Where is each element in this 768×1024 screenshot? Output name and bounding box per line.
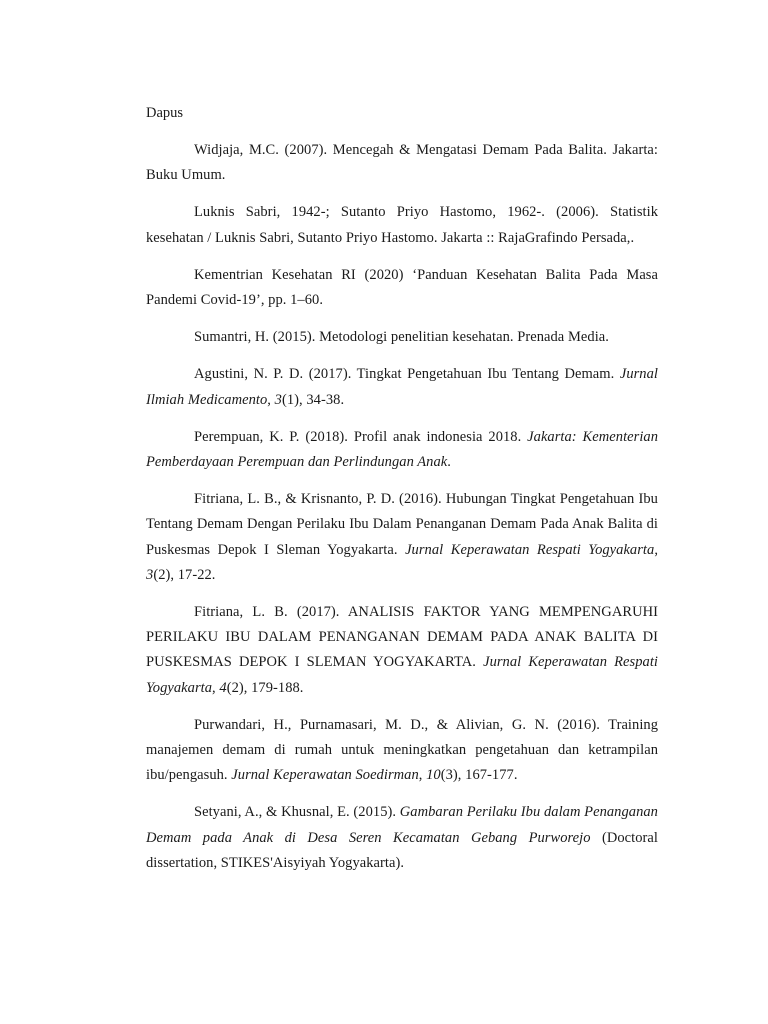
reference-text: (1), 34-38. [281, 391, 345, 408]
document-page [146, 101, 658, 888]
reference-entry [146, 200, 658, 250]
reference-entry [146, 138, 658, 188]
reference-entry [146, 362, 658, 412]
reference-text: , [212, 679, 220, 696]
reference-text: Sumantri, H. (2015). Metodologi penelitian kesehatan. Prenada Media. [194, 329, 609, 346]
reference-text: , [267, 391, 275, 408]
reference-list [146, 138, 658, 876]
reference-text: Widjaja, M.C. (2007). Mencegah & Mengatasi Demam Pada Balita. Jakarta: Buku Umum. [146, 142, 658, 184]
reference-italic-text: Jurnal Keperawatan Soedirman [231, 767, 419, 784]
reference-entry [146, 600, 658, 701]
reference-text: , [418, 767, 427, 784]
reference-italic-text: Jurnal Keperawatan Respati Yogyakarta [146, 654, 658, 696]
reference-text: , [654, 541, 658, 558]
reference-text: Fitriana, L. B., & Krisnanto, P. D. (2016). Hubungan Tingkat Pengetahuan Ibu Tentang Demam Dengan Perilaku Ibu Dalam Penanganan Demam Pada Anak Balita di Puskesmas Depok I Sleman Yogyakarta. [146, 491, 658, 558]
reference-entry [146, 325, 658, 350]
reference-italic-text: 3 [274, 391, 282, 408]
reference-text: (2), 17-22. [153, 566, 216, 583]
reference-entry [146, 487, 658, 588]
reference-italic-text: Jakarta: Kementerian Pemberdayaan Perempuan dan Perlindungan Anak [146, 428, 659, 471]
reference-italic-text: Jurnal Keperawatan Respati Yogyakarta [405, 541, 655, 558]
reference-text: Fitriana, L. B. (2017). ANALISIS FAKTOR YANG MEMPENGARUHI PERILAKU IBU DALAM PENANGANAN DEMAM PADA ANAK BALITA DI PUSKESMAS DEPOK I SLEMAN YOGYAKARTA. [146, 604, 658, 671]
reference-italic-text: Gambaran Perilaku Ibu dalam Penanganan Demam pada Anak di Desa Seren Kecamatan Gebang Purworejo [146, 804, 658, 846]
reference-italic-text: Jurnal Ilmiah Medicamento [146, 366, 658, 408]
reference-text: Setyani, A., & Khusnal, E. (2015). [194, 804, 400, 821]
reference-text: (Doctoral dissertation, STIKES'Aisyiyah Yogyakarta). [146, 829, 658, 871]
reference-text: Purwandari, H., Purnamasari, M. D., & Alivian, G. N. (2016). Training manajemen demam di rumah untuk meningkatkan pengetahuan dan ketrampilan ibu/pengasuh. [146, 716, 658, 784]
reference-text: (2), 179-188. [226, 679, 304, 696]
reference-entry [146, 713, 658, 789]
reference-italic-text: 4 [219, 679, 227, 696]
reference-entry [146, 425, 658, 475]
reference-italic-text: 3 [146, 566, 154, 583]
reference-text: Luknis Sabri, 1942-; Sutanto Priyo Hastomo, 1962-. (2006). Statistik kesehatan / Luknis Sabri, Sutanto Priyo Hastomo. Jakarta :: RajaGrafindo Persada,. [146, 204, 658, 246]
reference-italic-text: 10 [426, 767, 441, 784]
reference-entry [146, 263, 658, 313]
reference-text: Kementrian Kesehatan RI (2020) ‘Panduan Kesehatan Balita Pada Masa Pandemi Covid-19’, pp. 1–60. [146, 266, 658, 309]
reference-text: Perempuan, K. P. (2018). Profil anak indonesia 2018. [194, 428, 528, 445]
reference-entry [146, 800, 658, 876]
reference-text: (3), 167-177. [440, 767, 518, 784]
page-heading: Dapus [146, 105, 184, 121]
reference-text: . [447, 454, 451, 471]
reference-text: Agustini, N. P. D. (2017). Tingkat Pengetahuan Ibu Tentang Demam. [194, 366, 620, 383]
